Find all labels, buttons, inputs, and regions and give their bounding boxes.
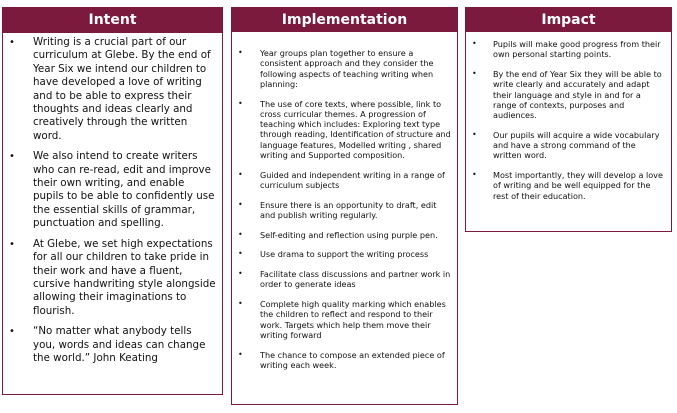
intent-item: • Writing is a crucial part of our curriculum at Glebe. By the end of Year Six we intend our children to have developed a love of writing and to be able to express their thoughts and ideas clearly and creatively through the written word.: [33, 36, 217, 143]
implementation-item: • Self-editing and reflection using purple pen.: [260, 230, 451, 240]
implementation-item: • Year groups plan together to ensure a consistent approach and they consider the following aspects of teaching writing when planning:: [260, 48, 451, 89]
intent-item: • “No matter what anybody tells you, words and ideas can change the world.” John Keating: [33, 325, 217, 365]
impact-item: • By the end of Year Six they will be able to write clearly and accurately and adapt their language and style in and for a range of contexts, purposes and audiences.: [493, 69, 665, 120]
impact-item: • Most importantly, they will develop a love of writing and be well equipped for the rest of their education.: [493, 170, 665, 201]
implementation-item: • Complete high quality marking which enables the children to reflect and respond to their work. Targets which help them move their writing forward: [260, 299, 451, 340]
intent-panel: [2, 7, 223, 395]
intent-item: • At Glebe, we set high expectations for all our children to take pride in their work and have a fluent, cursive handwriting style alongside allowing their imaginations to flourish.: [33, 238, 217, 318]
intent-item: • We also intend to create writers who can re-read, edit and improve their own writing, and enable pupils to be able to confidently use the essential skills of grammar, punctuation and spelling.: [33, 150, 217, 230]
intent-heading: Intent: [3, 8, 222, 33]
implementation-item: • The use of core texts, where possible, link to cross curricular themes. A progression of teaching which includes: Exploring text type through reading, Identification of structure and language features, Modelled writing , shared writing and Supported composition.: [260, 99, 451, 161]
implementation-panel: [231, 7, 458, 405]
implementation-item: • Ensure there is an opportunity to draft, edit and publish writing regularly.: [260, 200, 451, 221]
implementation-list: [232, 32, 457, 370]
impact-item: • Our pupils will acquire a wide vocabulary and have a strong command of the written word.: [493, 130, 665, 161]
impact-heading: Impact: [466, 8, 671, 32]
intent-list: [3, 33, 222, 365]
implementation-item: • Facilitate class discussions and partner work in order to generate ideas: [260, 269, 451, 290]
implementation-item: • Guided and independent writing in a range of curriculum subjects: [260, 170, 451, 191]
impact-list: [466, 32, 671, 201]
implementation-item: • Use drama to support the writing process: [260, 249, 451, 259]
implementation-item: • The chance to compose an extended piece of writing each week.: [260, 350, 451, 371]
implementation-heading: Implementation: [232, 8, 457, 32]
impact-item: • Pupils will make good progress from their own personal starting points.: [493, 39, 665, 60]
impact-panel: [465, 7, 672, 232]
